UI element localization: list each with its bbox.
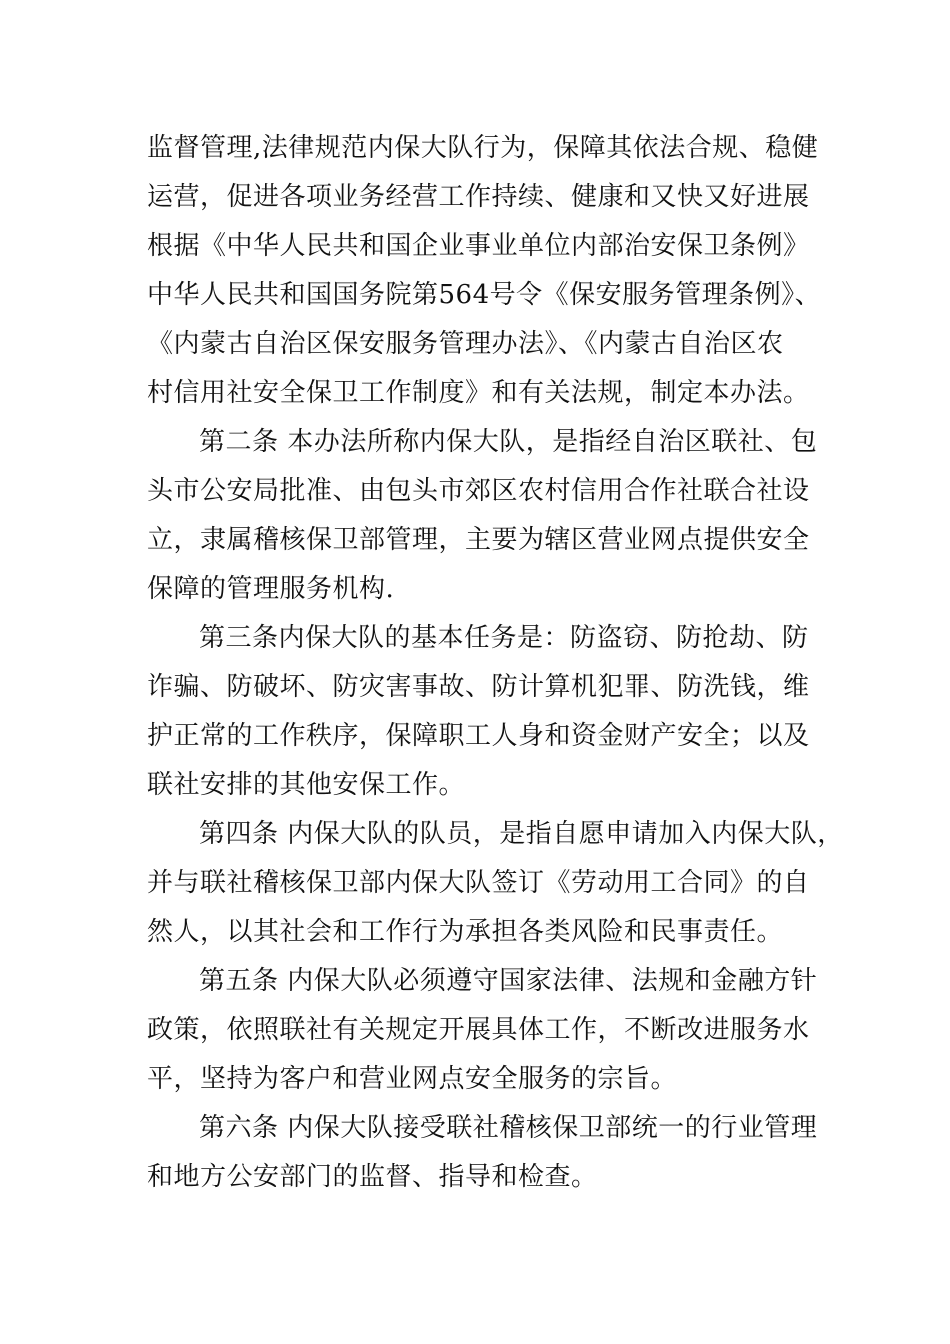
text-line: 护正常的工作秩序，保障职工人身和资金财产安全；以及 [147, 721, 810, 751]
text-line: 监督管理,法律规范内保大队行为，保障其依法合规、稳健 [147, 133, 819, 163]
text-line: 然人，以其社会和工作行为承担各类风险和民事责任。 [147, 917, 784, 947]
text-line: 头市公安局批准、由包头市郊区农村信用合作社联合社设 [147, 476, 810, 506]
text-line: 联社安排的其他安保工作。 [147, 770, 466, 800]
article-3-start: 第三条内保大队的基本任务是：防盗窃、防抢劫、防 [199, 623, 809, 653]
text-line: 政策，依照联社有关规定开展具体工作，不断改进服务水 [147, 1015, 810, 1045]
article-2-start: 第二条 本办法所称内保大队，是指经自治区联社、包 [199, 427, 818, 457]
text-line: 中华人民共和国国务院第564号令《保安服务管理条例》、 [147, 280, 822, 310]
text-line: 和地方公安部门的监督、指导和检查。 [147, 1162, 598, 1192]
text-line: 保障的管理服务机构. [147, 574, 395, 604]
text-line: 《内蒙古自治区保安服务管理办法》、《内蒙古自治区农 [147, 329, 784, 359]
text-line: 立，隶属稽核保卫部管理，主要为辖区营业网点提供安全 [147, 525, 810, 555]
article-5-start: 第五条 内保大队必须遵守国家法律、法规和金融方针 [199, 966, 818, 996]
text-line: 诈骗、防破坏、防灾害事故、防计算机犯罪、防洗钱，维 [147, 672, 810, 702]
text-line: 并与联社稽核保卫部内保大队签订《劳动用工合同》的自 [147, 868, 810, 898]
document-body [147, 124, 844, 1202]
article-6-start: 第六条 内保大队接受联社稽核保卫部统一的行业管理 [199, 1113, 818, 1143]
text-line: 村信用社安全保卫工作制度》和有关法规，制定本办法。 [147, 378, 810, 408]
text-line: 平，坚持为客户和营业网点安全服务的宗旨。 [147, 1064, 678, 1094]
article-4-start: 第四条 内保大队的队员，是指自愿申请加入内保大队， [199, 819, 844, 849]
text-line: 根据《中华人民共和国企业事业单位内部治安保卫条例》 [147, 231, 810, 261]
text-line: 运营，促进各项业务经营工作持续、健康和又快又好进展 [147, 182, 810, 212]
